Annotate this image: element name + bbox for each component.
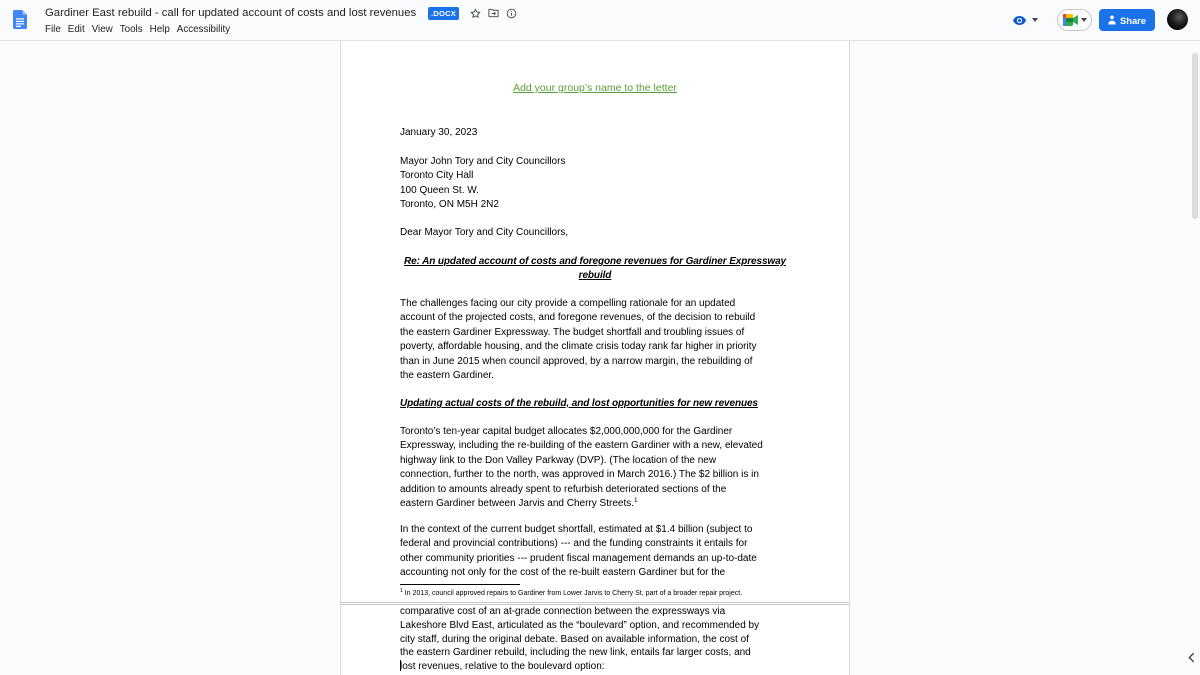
menu-tools[interactable]: Tools	[119, 24, 143, 35]
menu-bar	[45, 24, 230, 36]
document-canvas	[0, 41, 1200, 675]
footnote-reference[interactable]: 1	[634, 496, 638, 504]
text-line: accounting not only for the cost of the re-built eastern Gardiner but for the	[400, 567, 726, 579]
footnote-text: In 2013, council approved repairs to Gardiner from Lower Jarvis to Cherry St, part of a broader repair project.	[404, 590, 743, 597]
footnote-marker: 1	[400, 588, 403, 594]
footnote-separator	[400, 584, 520, 585]
file-type-badge: .DOCX	[428, 7, 459, 20]
text-line	[400, 660, 790, 674]
text-line: connection, further to the north, was approved in March 2016.) The $2 billion is in	[400, 469, 759, 481]
text-line: than in June 2015 when council approved, by a narrow margin, the rebuilding of	[400, 355, 753, 367]
text-line: highway link to the Don Valley Parkway (DVP). (The location of the new	[400, 454, 717, 466]
text-line: account of the projected costs, and foregone revenues, of the decision to rebuild	[400, 312, 756, 324]
account-avatar[interactable]	[1167, 9, 1188, 30]
recipient-address	[400, 155, 790, 213]
heading-text: Updating actual costs of the rebuild, and lost opportunities for new revenues	[400, 398, 758, 409]
address-line: Toronto City Hall	[400, 170, 474, 182]
text-line: addition to amounts already spent to refurbish deteriorated sections of the	[400, 483, 727, 495]
document-page-2	[340, 604, 850, 675]
text-line: comparative cost of an at-grade connection between the expressways via	[400, 606, 726, 617]
salutation	[400, 226, 790, 240]
text-line: other community priorities --- prudent fiscal management demands an up-to-date	[400, 552, 757, 564]
text-line	[400, 497, 790, 511]
document-page-1	[340, 41, 850, 603]
chevron-down-icon	[1081, 18, 1087, 22]
document-status-button[interactable]	[505, 7, 517, 19]
viewing-mode-button[interactable]	[1007, 10, 1043, 30]
text-line: the eastern Gardiner Expressway. The budget shortfall and troubling issues of	[400, 326, 745, 338]
app-header	[0, 0, 1200, 41]
add-group-link[interactable]: Add your group’s name to the letter	[513, 82, 677, 94]
paragraph-3	[400, 523, 790, 581]
paragraph-1	[400, 297, 790, 383]
paragraph-2	[400, 425, 790, 511]
star-icon	[470, 8, 481, 19]
address-line: Mayor John Tory and City Councillors	[400, 156, 566, 167]
text-line: city staff, during the original debate. Based on available information, the cost of	[400, 633, 749, 645]
text-line: In the context of the current budget shortfall, estimated at $1.4 billion (subject to	[400, 524, 753, 535]
text-line: The challenges facing our city provide a compelling rationale for an updated	[400, 298, 736, 309]
text-line-content: eastern Gardiner between Jarvis and Cherry Streets.	[400, 497, 634, 509]
text-line: Expressway, including the re-building of the eastern Gardiner with a new, elevated	[400, 440, 763, 452]
side-panel-toggle[interactable]	[1186, 649, 1196, 665]
subject-text: Re: An updated account of costs and foregone revenues for Gardiner Expressway	[403, 256, 787, 267]
text-line: the eastern Gardiner.	[400, 369, 494, 381]
meet-button[interactable]	[1057, 9, 1092, 31]
menu-view[interactable]: View	[91, 24, 113, 35]
salutation-text: Dear Mayor Tory and City Councillors,	[400, 227, 569, 238]
paragraph-4	[400, 605, 790, 674]
google-meet-icon	[1063, 14, 1078, 26]
move-button[interactable]	[487, 7, 499, 19]
section-heading	[400, 397, 790, 411]
chevron-left-icon	[1188, 652, 1195, 663]
eye-icon	[1013, 16, 1026, 25]
vertical-scrollbar[interactable]	[1190, 41, 1200, 675]
text-line: Toronto’s ten-year capital budget allocates $2,000,000,000 for the Gardiner	[400, 426, 733, 437]
address-line: Toronto, ON M5H 2N2	[400, 199, 499, 211]
folder-move-icon	[488, 8, 499, 18]
menu-edit[interactable]: Edit	[67, 24, 85, 35]
menu-help[interactable]: Help	[149, 24, 170, 35]
menu-file[interactable]: File	[45, 24, 61, 35]
document-title[interactable]: Gardiner East rebuild - call for updated account of costs and lost revenues	[45, 7, 417, 19]
add-group-paragraph	[400, 81, 790, 95]
star-button[interactable]	[469, 7, 481, 19]
docs-logo-icon[interactable]	[13, 10, 27, 29]
menu-accessibility[interactable]: Accessibility	[176, 24, 231, 35]
text-line: Lakeshore Blvd East, articulated as the “boulevard” option, and recommended by	[400, 619, 760, 631]
share-person-icon	[1108, 15, 1116, 25]
chevron-down-icon	[1032, 18, 1038, 22]
footnote	[400, 589, 790, 598]
share-label: Share	[1119, 14, 1147, 26]
letter-date	[400, 126, 790, 140]
date-text: January 30, 2023	[400, 127, 478, 138]
text-line: federal and provincial contributions) --- and the funding constraints it entails for	[400, 538, 748, 550]
address-line: 100 Queen St. W.	[400, 184, 479, 196]
subject-text: rebuild	[578, 270, 612, 282]
text-line: the eastern Gardiner rebuild, including the new link, entails far larger costs, and	[400, 647, 751, 659]
scrollbar-thumb[interactable]	[1192, 53, 1198, 219]
share-button[interactable]	[1099, 9, 1155, 31]
text-line-content: lost revenues, relative to the boulevard option:	[400, 661, 605, 673]
text-line: poverty, affordable housing, and the climate crisis today rank far higher in priority	[400, 341, 757, 353]
document-status-icon	[506, 8, 517, 19]
subject-line	[400, 255, 790, 284]
